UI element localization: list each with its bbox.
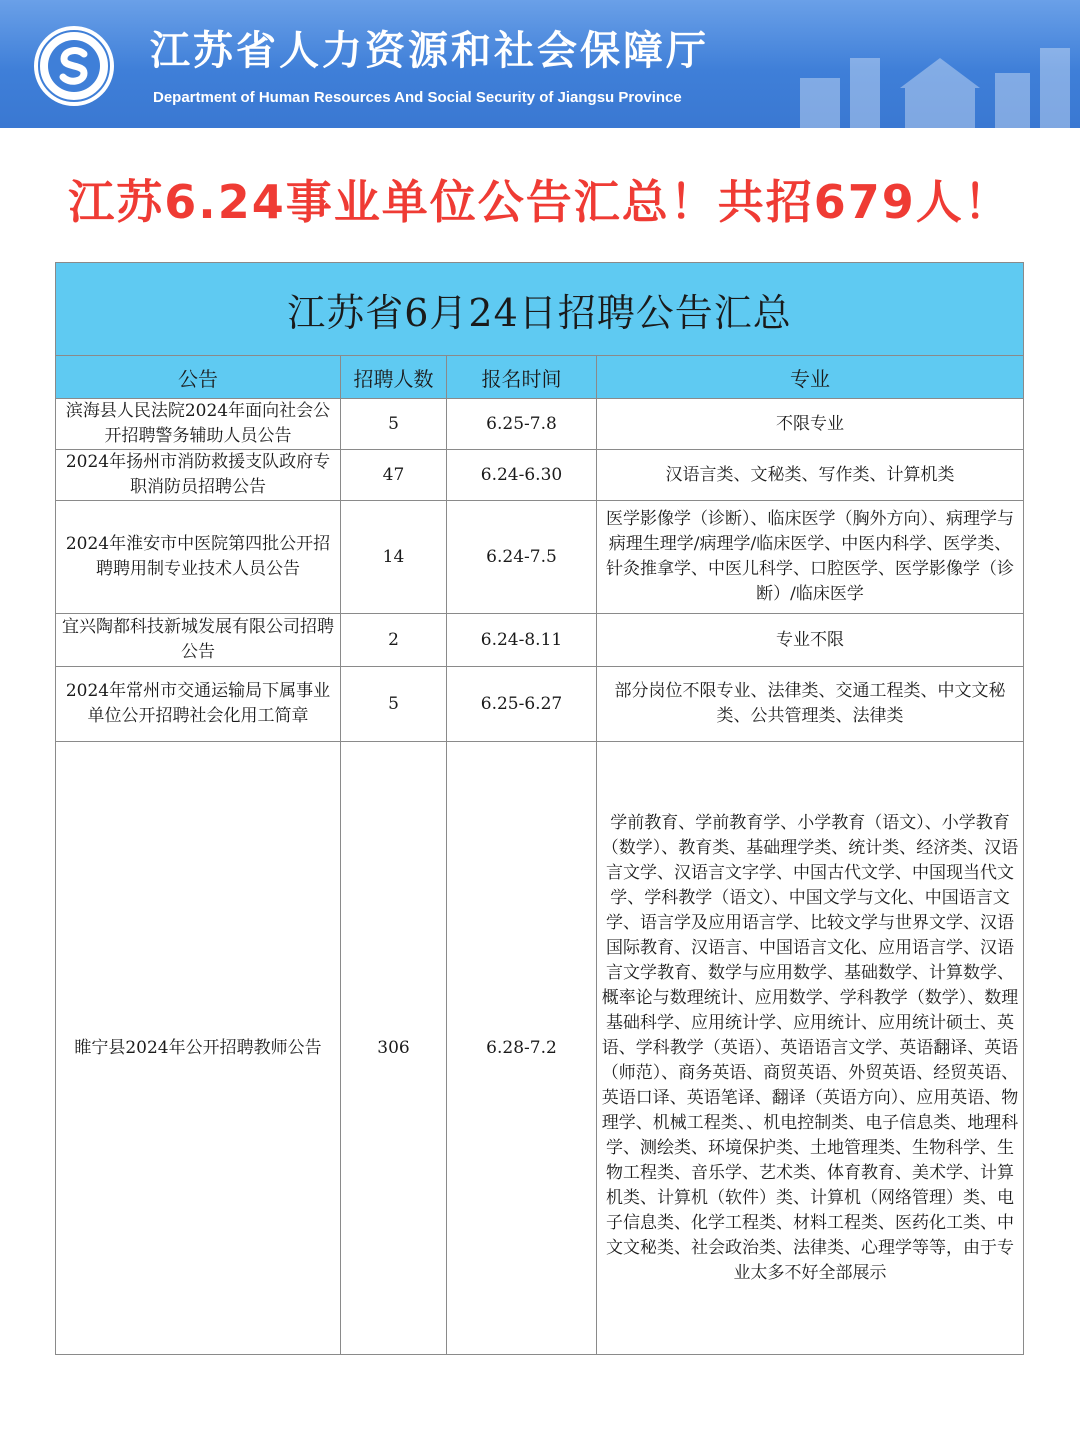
notice-cell: 滨海县人民法院2024年面向社会公开招聘警务辅助人员公告 — [56, 399, 341, 450]
header-banner — [0, 0, 1080, 128]
table-row — [56, 614, 1024, 667]
period-cell: 6.28-7.2 — [447, 742, 597, 1355]
table-title: 江苏省6月24日招聘公告汇总 — [56, 263, 1024, 356]
notice-cell: 睢宁县2024年公开招聘教师公告 — [56, 742, 341, 1355]
department-logo-icon — [32, 24, 116, 108]
period-cell: 6.24-7.5 — [447, 501, 597, 614]
count-cell: 306 — [341, 742, 447, 1355]
column-header-major: 专业 — [597, 356, 1024, 399]
table-row — [56, 450, 1024, 501]
major-cell: 部分岗位不限专业、法律类、交通工程类、中文文秘类、公共管理类、法律类 — [597, 667, 1024, 742]
page-headline: 江苏6.24事业单位公告汇总！共招679人！ — [68, 175, 1012, 229]
notice-cell: 2024年常州市交通运输局下属事业单位公开招聘社会化用工简章 — [56, 667, 341, 742]
count-cell: 2 — [341, 614, 447, 667]
count-cell: 47 — [341, 450, 447, 501]
period-cell: 6.25-6.27 — [447, 667, 597, 742]
notice-cell: 2024年淮安市中医院第四批公开招聘聘用制专业技术人员公告 — [56, 501, 341, 614]
major-cell: 专业不限 — [597, 614, 1024, 667]
major-cell: 医学影像学（诊断）、临床医学（胸外方向）、病理学与病理生理学/病理学/临床医学、中医内科学、医学类、针灸推拿学、中医儿科学、口腔医学、医学影像学（诊断）/临床医学 — [597, 501, 1024, 614]
major-cell: 汉语言类、文秘类、写作类、计算机类 — [597, 450, 1024, 501]
count-cell: 5 — [341, 667, 447, 742]
table-row — [56, 667, 1024, 742]
column-header-period: 报名时间 — [447, 356, 597, 399]
major-cell: 学前教育、学前教育学、小学教育（语文）、小学教育（数学）、教育类、基础理学类、统计类、经济类、汉语言文学、汉语言文字学、中国古代文学、中国现当代文学、学科教学（语文）、中国文学与文化、中国语言文学、语言学及应用语言学、比较文学与世界文学、汉语国际教育、汉语言、中国语言文化、应用语言学、汉语言文学教育、数学与应用数学、基础数学、计算数学、概率论与数理统计、应用数学、学科教学（数学）、数理基础科学、应用统计学、应用统计、应用统计硕士、英语、学科教学（英语）、英语语言文学、英语翻译、英语（师范）、商务英语、商贸英语、外贸英语、经贸英语、英语口译、英语笔译、翻译（英语方向）、应用英语、物理学、机械工程类、、机电控制类、电子信息类、地理科学、测绘类、环境保护类、土地管理类、生物科学、生物工程类、音乐学、艺术类、体育教育、美术学、计算机类、计算机（软件）类、计算机（网络管理）类、电子信息类、化学工程类、材料工程类、医药化工类、中文文秘类、社会政治类、法律类、心理学等等，由于专业太多不好全部展示 — [597, 742, 1024, 1355]
count-cell: 5 — [341, 399, 447, 450]
org-name-en: Department of Human Resources And Social Security of Jiangsu Province — [153, 89, 682, 106]
column-header-count: 招聘人数 — [341, 356, 447, 399]
count-cell: 14 — [341, 501, 447, 614]
recruitment-summary-table — [55, 262, 1024, 1355]
period-cell: 6.24-6.30 — [447, 450, 597, 501]
period-cell: 6.24-8.11 — [447, 614, 597, 667]
notice-cell: 2024年扬州市消防救援支队政府专职消防员招聘公告 — [56, 450, 341, 501]
period-cell: 6.25-7.8 — [447, 399, 597, 450]
column-header-notice: 公告 — [56, 356, 341, 399]
major-cell: 不限专业 — [597, 399, 1024, 450]
notice-cell: 宜兴陶都科技新城发展有限公司招聘公告 — [56, 614, 341, 667]
table-row — [56, 742, 1024, 1355]
skyline-illustration — [780, 28, 1080, 128]
org-name-cn: 江苏省人力资源和社会保障厅 — [150, 28, 709, 74]
table-row — [56, 501, 1024, 614]
table-row — [56, 399, 1024, 450]
